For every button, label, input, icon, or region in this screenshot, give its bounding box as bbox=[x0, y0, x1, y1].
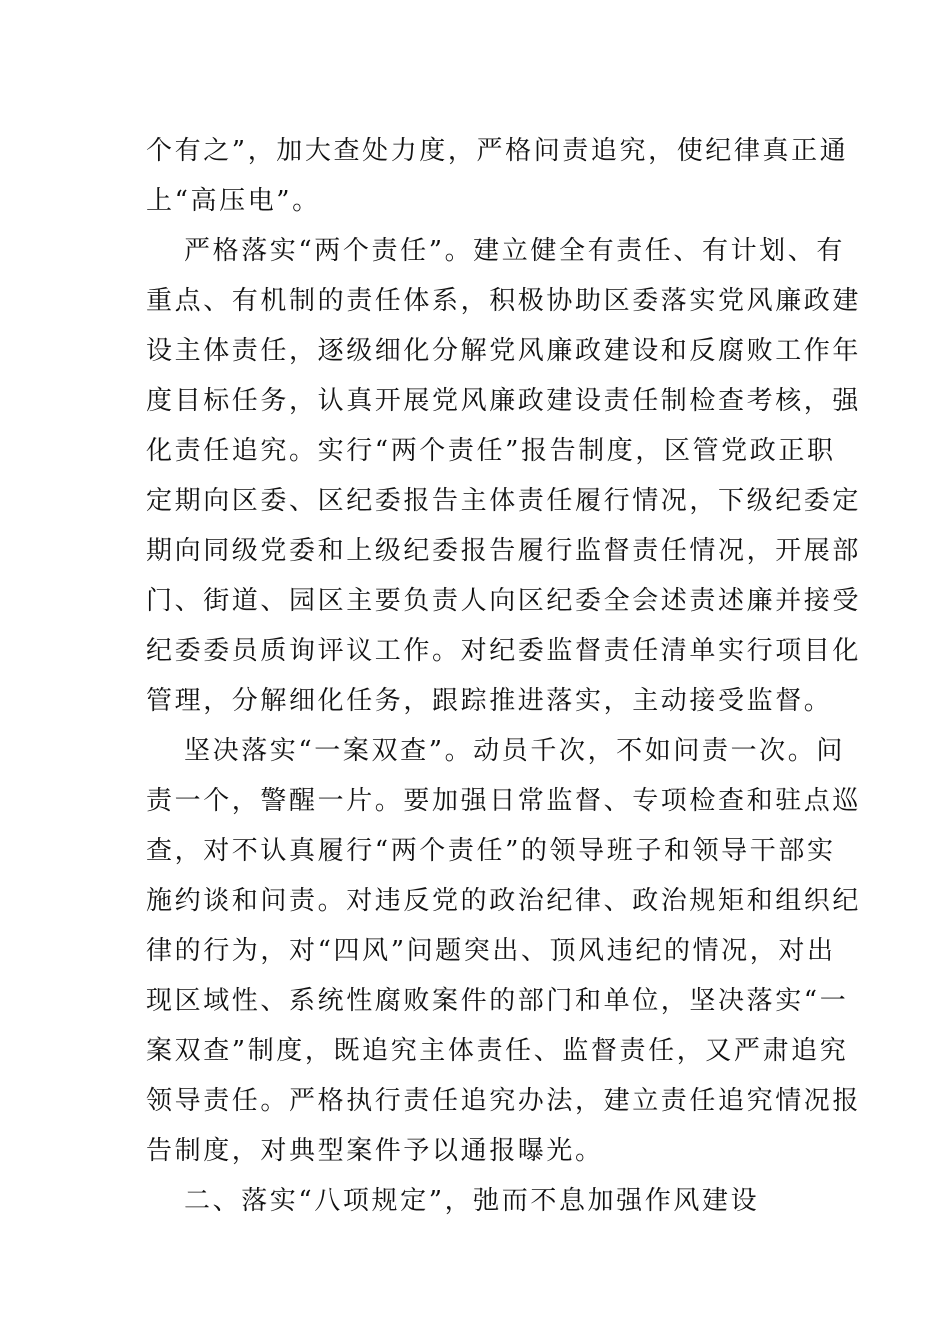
text-line: 告制度，对典型案件予以通报曝光。 bbox=[146, 1136, 604, 1166]
text-line: 施约谈和问责。对违反党的政治纪律、政治规矩和组织纪 bbox=[146, 886, 862, 916]
text-line: 度目标任务，认真开展党风廉政建设责任制检查考核，强 bbox=[146, 386, 862, 416]
text-line: 重点、有机制的责任体系，积极协助区委落实党风廉政建 bbox=[146, 286, 862, 316]
text-line: 纪委委员质询评议工作。对纪委监督责任清单实行项目化 bbox=[146, 636, 862, 666]
text-line: 律的行为，对“四风”问题突出、顶风违纪的情况，对出 bbox=[146, 936, 836, 966]
text-line: 查，对不认真履行“两个责任”的领导班子和领导干部实 bbox=[146, 836, 836, 866]
section-heading: 二、落实“八项规定”，弛而不息加强作风建设 bbox=[184, 1186, 760, 1216]
text-line: 管理，分解细化任务，跟踪推进落实，主动接受监督。 bbox=[146, 686, 833, 716]
text-line: 门、街道、园区主要负责人向区纪委全会述责述廉并接受 bbox=[146, 586, 862, 616]
text-line: 个有之”，加大查处力度，严格问责追究，使纪律真正通 bbox=[146, 136, 849, 166]
text-line: 现区域性、系统性腐败案件的部门和单位，坚决落实“一 bbox=[146, 986, 849, 1016]
text-line: 期向同级党委和上级纪委报告履行监督责任情况，开展部 bbox=[146, 536, 862, 566]
text-line: 责一个，警醒一片。要加强日常监督、专项检查和驻点巡 bbox=[146, 786, 862, 816]
text-line: 案双查”制度，既追究主体责任、监督责任，又严肃追究 bbox=[146, 1036, 849, 1066]
paragraph-first-line: 坚决落实“一案双查”。动员千次，不如问责一次。问 bbox=[184, 736, 845, 766]
text-line: 定期向区委、区纪委报告主体责任履行情况，下级纪委定 bbox=[146, 486, 862, 516]
text-line: 设主体责任，逐级细化分解党风廉政建设和反腐败工作年 bbox=[146, 336, 862, 366]
text-line: 领导责任。严格执行责任追究办法，建立责任追究情况报 bbox=[146, 1086, 862, 1116]
paragraph-first-line: 严格落实“两个责任”。建立健全有责任、有计划、有 bbox=[184, 236, 845, 266]
text-line: 化责任追究。实行“两个责任”报告制度，区管党政正职 bbox=[146, 436, 836, 466]
text-line: 上“高压电”。 bbox=[146, 186, 321, 216]
